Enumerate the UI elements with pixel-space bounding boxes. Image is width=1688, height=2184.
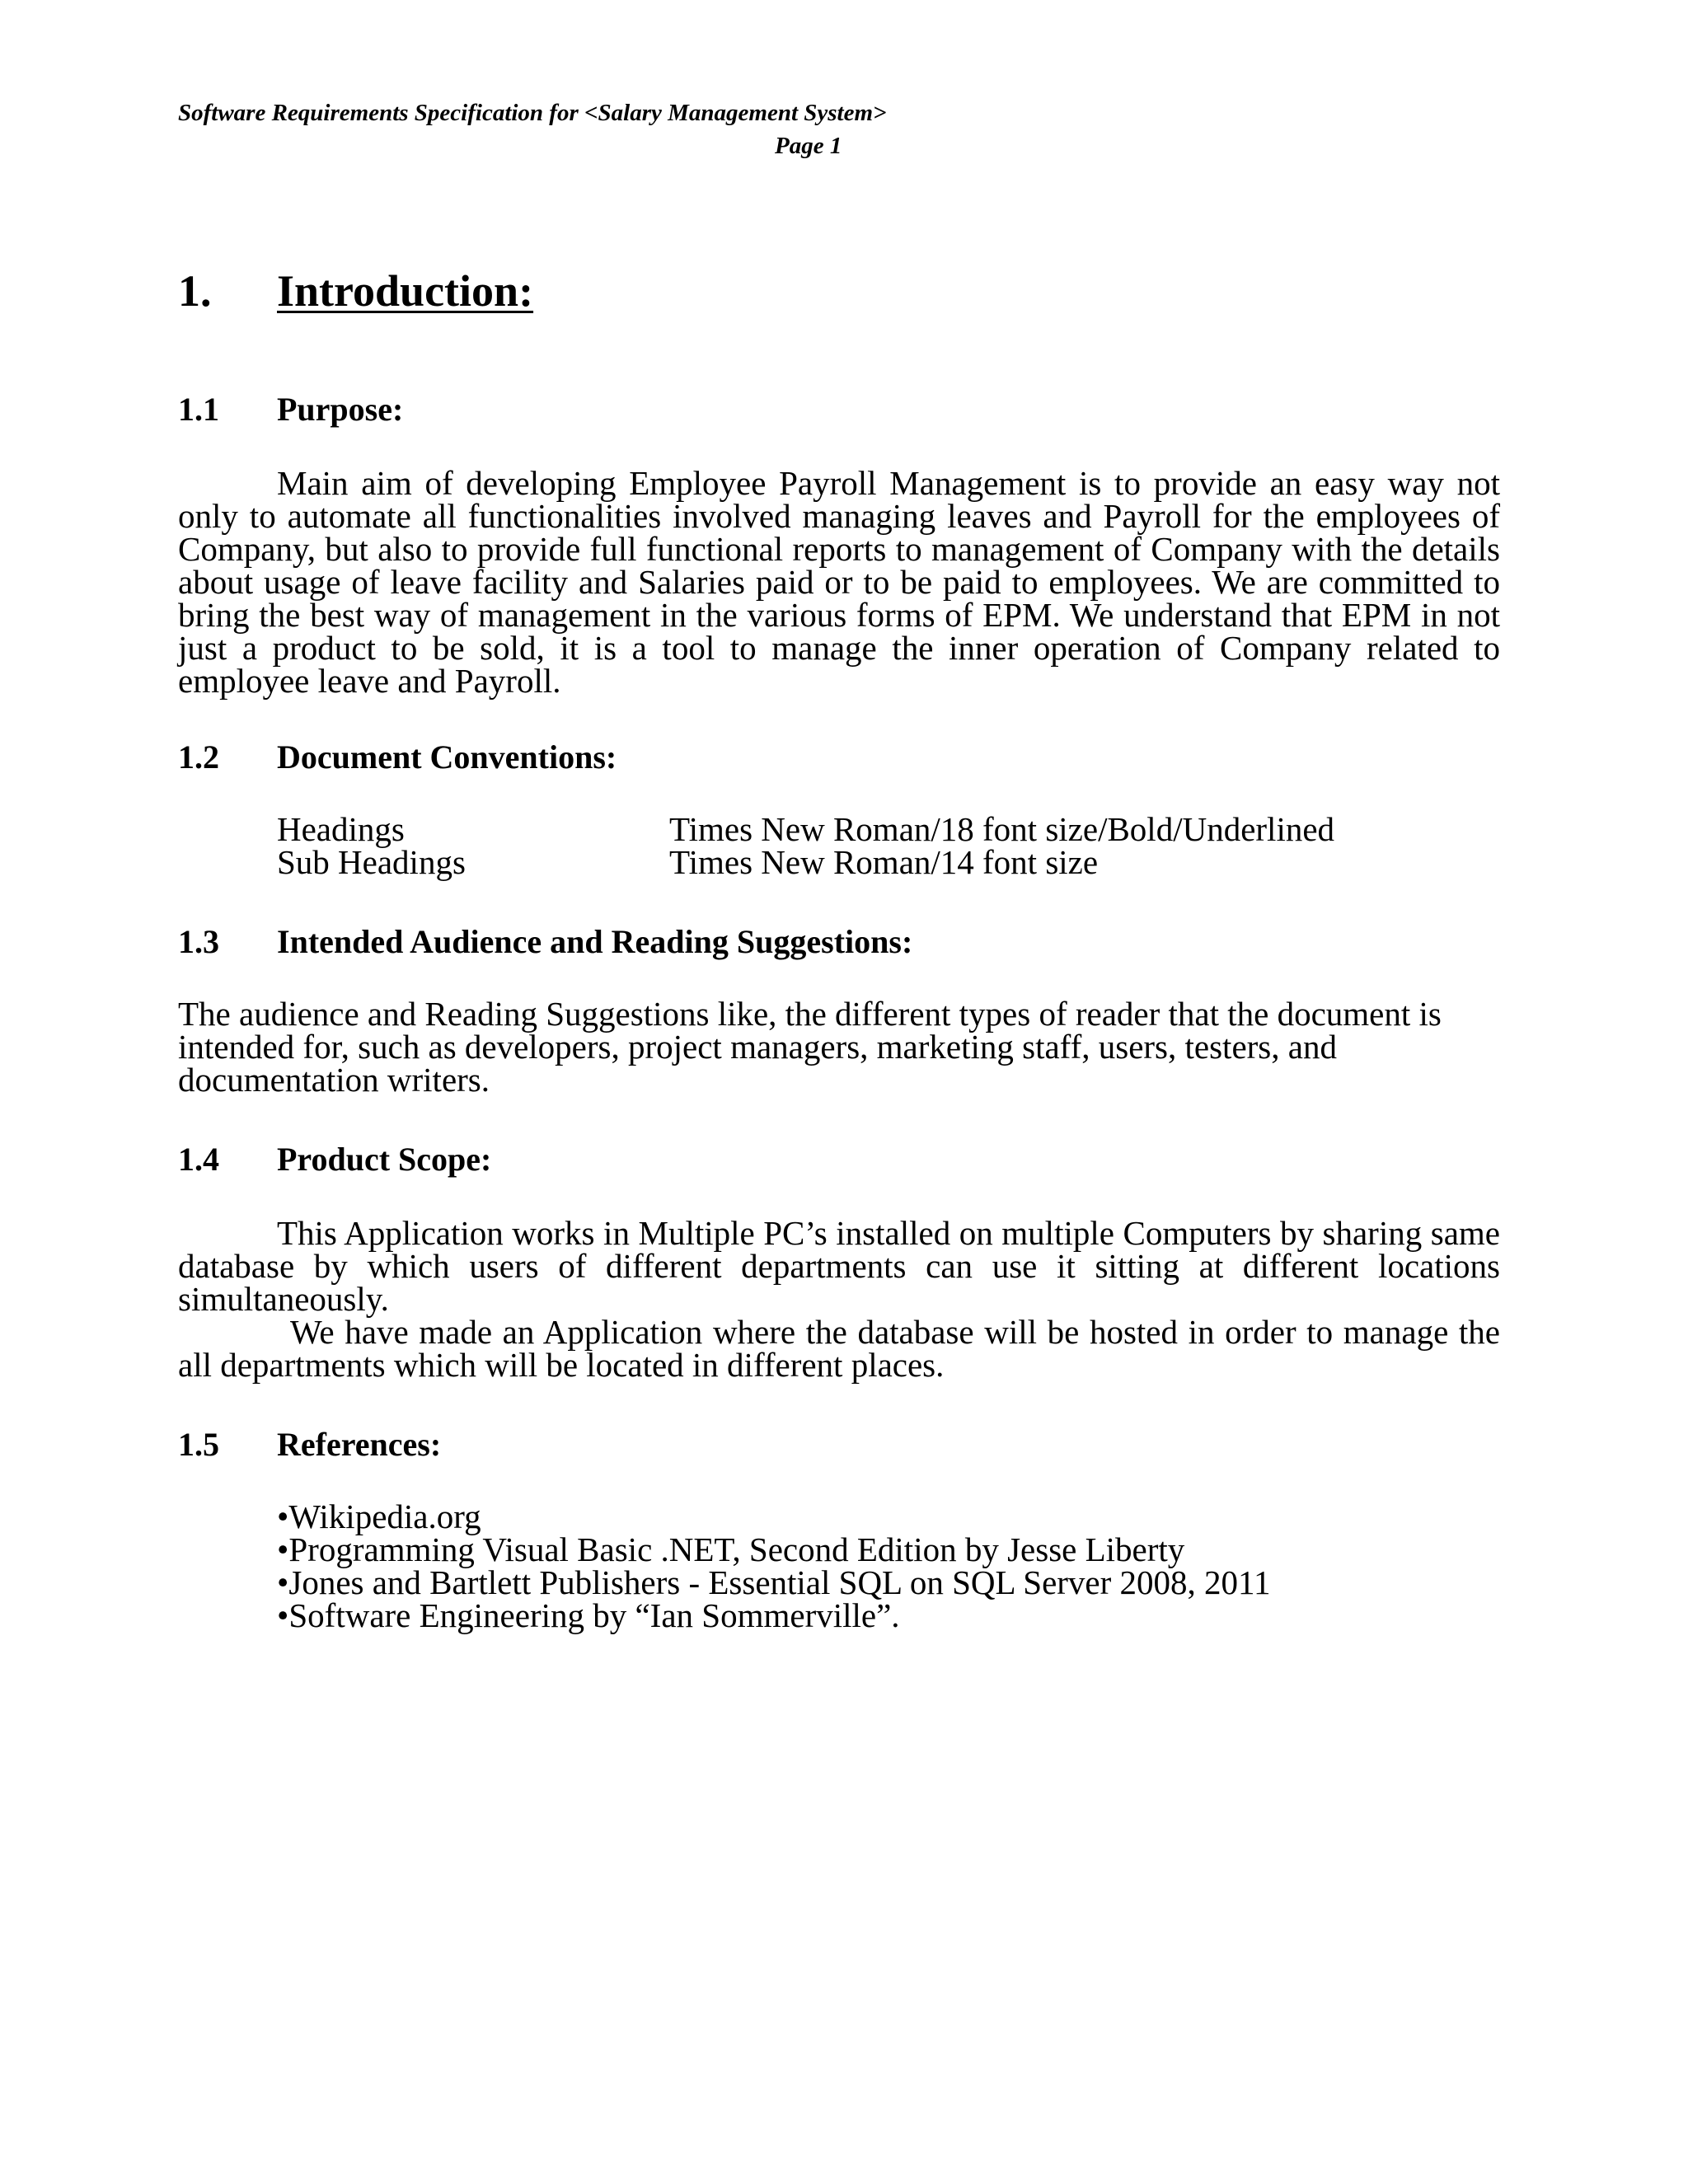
subsection-title: Intended Audience and Reading Suggestions: xyxy=(277,923,913,960)
convention-value: Times New Roman/14 font size xyxy=(669,843,1099,881)
subsection-number: 1.3 xyxy=(178,923,219,960)
subsection-number: 1.4 xyxy=(178,1141,219,1178)
subsection-heading-scope xyxy=(178,1141,492,1179)
reference-item: • Software Engineering by “Ian Sommerville”. xyxy=(277,1599,1271,1632)
running-header-page: Page 1 xyxy=(775,133,842,159)
reference-item: • Jones and Bartlett Publishers - Essential SQL on SQL Server 2008, 2011 xyxy=(277,1566,1271,1599)
references-list xyxy=(277,1497,1271,1634)
subsection-heading-conventions xyxy=(178,738,617,776)
convention-row xyxy=(277,843,466,881)
section-heading xyxy=(178,265,534,316)
reference-item: • Programming Visual Basic .NET, Second Edition by Jesse Liberty xyxy=(277,1533,1271,1566)
convention-label: Headings xyxy=(277,810,405,848)
convention-row xyxy=(277,810,405,848)
subsection-title: Document Conventions: xyxy=(277,738,617,776)
section-title: Introduction: xyxy=(277,266,534,316)
running-header-title: Software Requirements Specification for <Salary Management System> xyxy=(178,100,887,126)
purpose-paragraph: Main aim of developing Employee Payroll Management is to provide an easy way not only to automate all functionalities involved managing leaves and Payroll for the employees of Company, but also to provide full functional reports to management of Company with the details about usage of leave facility and Salaries paid or to be paid to employees. We are committed to bring the best way of management in the various forms of EPM. We understand that EPM in not just a product to be sold, it is a tool to manage the inner operation of Company related to employee leave and Payroll. xyxy=(178,464,1500,700)
convention-label: Sub Headings xyxy=(277,843,466,881)
subsection-heading-purpose xyxy=(178,391,404,429)
subsection-number: 1.1 xyxy=(178,391,219,428)
convention-value: Times New Roman/18 font size/Bold/Underlined xyxy=(669,810,1335,848)
subsection-number: 1.5 xyxy=(178,1426,219,1463)
audience-paragraph: The audience and Reading Suggestions like, the different types of reader that the document is intended for, such as developers, project managers, marketing staff, users, testers, and documentation writers. xyxy=(178,995,1442,1099)
subsection-title: Purpose: xyxy=(277,391,404,428)
scope-paragraph-2: We have made an Application where the database will be hosted in order to manage the all departments which will be located in different places. xyxy=(178,1313,1500,1384)
subsection-title: References: xyxy=(277,1426,442,1463)
subsection-heading-references xyxy=(178,1426,442,1464)
subsection-heading-audience xyxy=(178,923,913,961)
section-number: 1. xyxy=(178,266,212,316)
subsection-number: 1.2 xyxy=(178,738,219,776)
scope-paragraph-1: This Application works in Multiple PC’s installed on multiple Computers by sharing same database by which users of different departments can use it sitting at different locations simultaneously. xyxy=(178,1214,1500,1318)
reference-item: • Wikipedia.org xyxy=(277,1500,1271,1533)
subsection-title: Product Scope: xyxy=(277,1141,492,1178)
